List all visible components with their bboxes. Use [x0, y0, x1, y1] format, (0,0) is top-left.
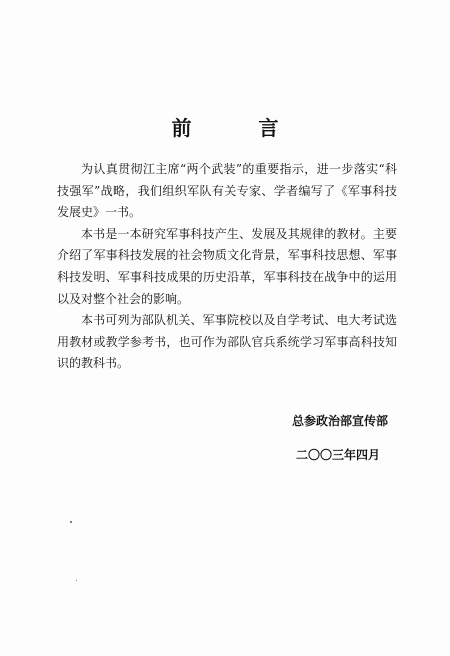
- scan-speck: [70, 521, 72, 523]
- paragraph-1: 为认真贯彻江主席“两个武装”的重要指示，进一步落实“科技强军”战略，我们组织军队有关专家、学者编写了《军事科技发展史》一书。: [57, 162, 397, 220]
- page-title: 前 言: [171, 116, 309, 140]
- signature-date: 二〇〇三年四月: [295, 448, 380, 462]
- paragraph-3: 本书可列为部队机关、军事院校以及自学考试、电大考试选用教材或教学参考书，也可作为部队官兵系统学习军事高科技知识的教科书。: [57, 313, 397, 371]
- scan-speck: [76, 580, 77, 581]
- paragraph-2: 本书是一本研究军事科技产生、发展及其规律的教材。主要介绍了军事科技发展的社会物质文化背景，军事科技思想、军事科技发明、军事科技成果的历史沿革，军事科技在战争中的运用以及对整个社会的影响。: [57, 226, 397, 306]
- preface-body: [57, 159, 397, 375]
- signature-organization: 总参政治部宣传部: [291, 414, 388, 428]
